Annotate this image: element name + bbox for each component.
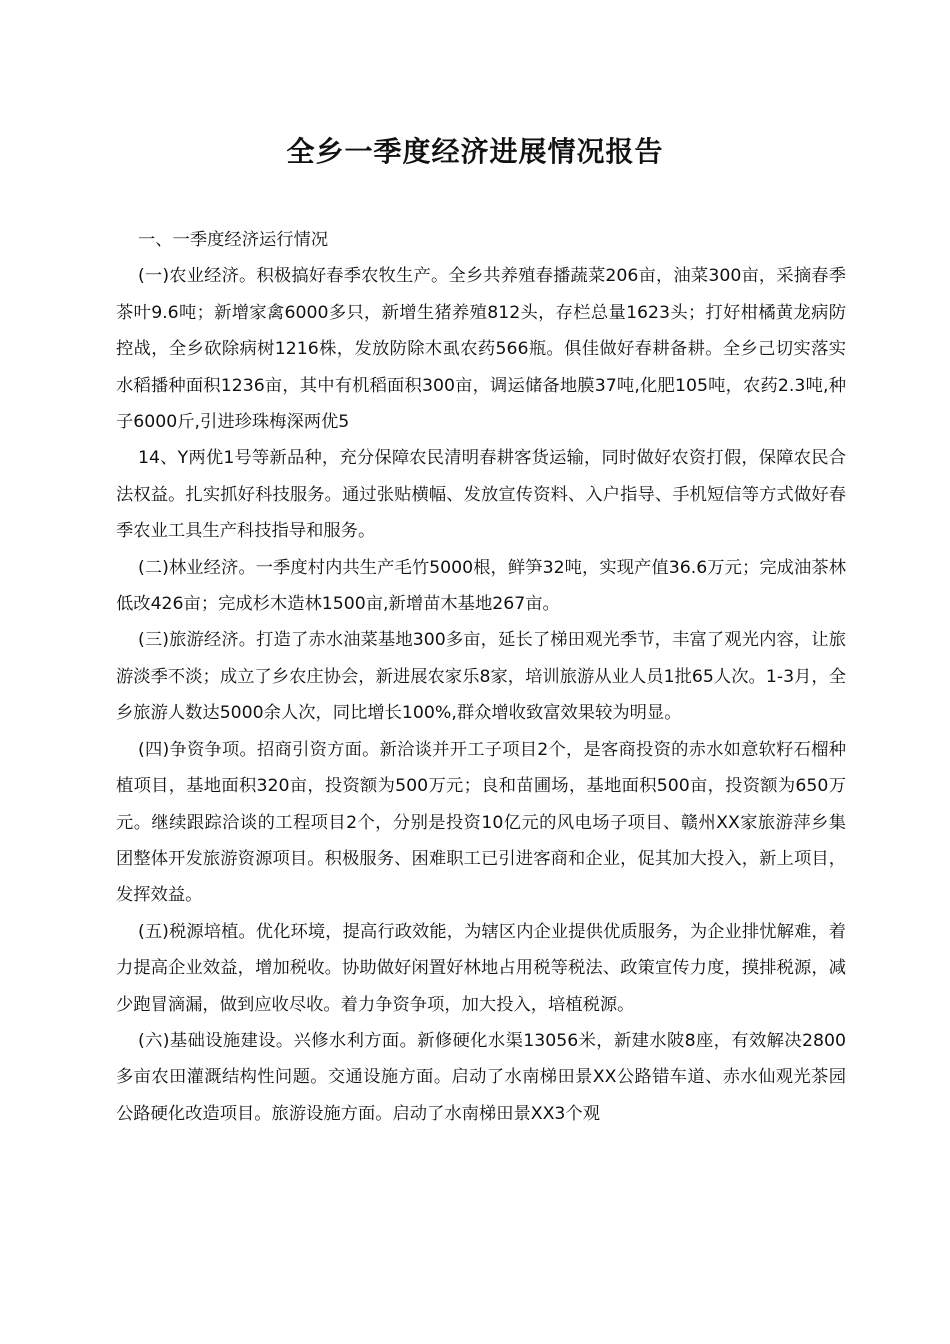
section-heading: 一、一季度经济运行情况 bbox=[138, 230, 329, 250]
paragraph-agriculture-continued bbox=[116, 440, 846, 549]
paragraph-tourism bbox=[116, 622, 846, 731]
paragraph-investment bbox=[116, 732, 846, 914]
paragraph-text: (一)农业经济。积极搞好春季农牧生产。全乡共养殖春播蔬菜206亩，油菜300亩，采摘春季茶叶9.6吨；新增家禽6000多只，新增生猪养殖812头，存栏总量1623头；打好柑橘黄龙病防控战，全乡砍除病树1216株，发放防除木虱农药566瓶。俱佳做好春耕备耕。全乡己切实落实水稻播种面积1236亩，其中有机稻面积300亩，调运储备地膜37吨,化肥105吨，农药2.3吨,种子6000斤,引进珍珠梅深两优5 bbox=[116, 266, 846, 433]
paragraph-forestry bbox=[116, 550, 846, 623]
paragraph-text: (二)林业经济。一季度村内共生产毛竹5000根，鲜笋32吨，实现产值36.6万元；完成油茶林低改426亩；完成杉木造林1500亩,新增苗木基地267亩。 bbox=[116, 557, 846, 615]
paragraph-text: (四)争资争项。招商引资方面。新洽谈并开工子项目2个，是客商投资的赤水如意软籽石榴种植项目，基地面积320亩，投资额为500万元；良和苗圃场，基地面积500亩，投资额为650万元。继续跟踪洽谈的工程项目2个，分别是投资10亿元的风电场子项目、赣州XX家旅游萍乡集团整体开发旅游资源项目。积极服务、困难职工已引进客商和企业，促其加大投入，新上项目，发挥效益。 bbox=[116, 739, 846, 906]
paragraph-text: (五)税源培植。优化环境，提高行政效能，为辖区内企业提供优质服务，为企业排忧解难，着力提高企业效益，增加税收。协助做好闲置好林地占用税等税法、政策宣传力度，摸排税源，减少跑冒滴漏，做到应收尽收。着力争资争项，加大投入，培植税源。 bbox=[116, 921, 846, 1015]
paragraph-text: 14、Y两优1号等新品种，充分保障农民清明春耕客货运输，同时做好农资打假，保障农民合法权益。扎实抓好科技服务。通过张贴横幅、发放宣传资料、入户指导、手机短信等方式做好春季农业工具生产科技指导和服务。 bbox=[116, 448, 846, 542]
paragraph-infrastructure bbox=[116, 1023, 846, 1132]
paragraph-text: (三)旅游经济。打造了赤水油菜基地300多亩，延长了梯田观光季节，丰富了观光内容，让旅游淡季不淡；成立了乡农庄协会，新进展农家乐8家，培训旅游从业人员1批65人次。1-3月，全乡旅游人数达5000余人次，同比增长100%,群众增收致富效果较为明显。 bbox=[116, 630, 846, 724]
paragraph-agriculture bbox=[116, 258, 846, 440]
document-title: 全乡一季度经济进展情况报告 bbox=[286, 135, 664, 168]
paragraph-tax bbox=[116, 914, 846, 1023]
paragraph-text: (六)基础设施建设。兴修水利方面。新修硬化水渠13056米，新建水陂8座，有效解决2800多亩农田灌溉结构性问题。交通设施方面。启动了水南梯田景XX公路错车道、赤水仙观光茶园公路硬化改造项目。旅游设施方面。启动了水南梯田景XX3个观 bbox=[116, 1030, 846, 1124]
document-body bbox=[116, 222, 846, 1132]
